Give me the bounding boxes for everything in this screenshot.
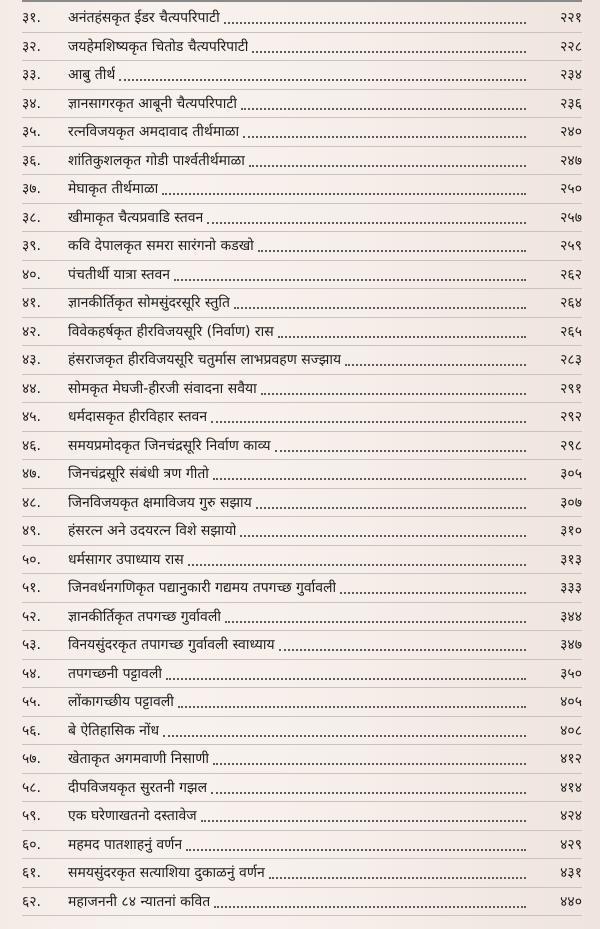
dot-leader (340, 591, 526, 594)
dot-leader (213, 762, 526, 765)
entry-page-number: २५७ (560, 209, 582, 226)
toc-entry (22, 802, 582, 831)
toc-entry (22, 631, 582, 660)
entry-number: ४४. (22, 380, 42, 397)
dot-leader (207, 221, 526, 224)
entry-number: ३२. (22, 38, 42, 55)
toc-entry (22, 489, 582, 518)
entry-title: धर्मसागर उपाध्याय रास (68, 551, 184, 568)
dot-leader (252, 50, 526, 53)
toc-entry (22, 147, 582, 176)
toc-entry (22, 232, 582, 261)
entry-number: ५७. (22, 751, 42, 768)
entry-number: ३७. (22, 181, 42, 198)
toc-entry (22, 346, 582, 375)
entry-page-number: ४१२ (560, 751, 582, 768)
toc-entry (22, 774, 582, 803)
entry-title: लोंकागच्छीय पट्टावली (68, 694, 174, 711)
entry-page-number: ४३१ (560, 865, 582, 882)
entry-title: विनयसुंदरकृत तपागच्छ गुर्वावली स्वाध्याय (68, 637, 275, 654)
entry-title: सोमकृत मेघजी-हीरजी संवादना सवैया (68, 380, 257, 397)
entry-number: ३९. (22, 238, 42, 255)
dot-leader (188, 563, 526, 566)
entry-number: ५२. (22, 608, 42, 625)
dot-leader (278, 335, 526, 338)
entry-title: हंसरत्न अने उदयरत्न विशे सझायो (68, 523, 237, 540)
toc-entry (22, 574, 582, 603)
toc-entry (22, 289, 582, 318)
entry-title: आबु तीर्थ (68, 67, 116, 84)
entry-page-number: २५० (560, 181, 582, 198)
dot-leader (214, 905, 526, 908)
entry-number: ४३. (22, 352, 42, 369)
dot-leader (275, 449, 526, 452)
entry-page-number: ४४० (560, 893, 582, 910)
entry-page-number: २२१ (560, 10, 582, 27)
entry-title: ज्ञानकीर्तिकृत तपगच्छ गुर्वावली (68, 608, 221, 625)
dot-leader (249, 164, 526, 167)
entry-page-number: ३३३ (560, 580, 582, 597)
entry-title: अनंतहंसकृत ईडर चैत्यपरिपाटी (68, 10, 220, 27)
entry-title: महाजननी ८४ न्यातनां कवित (68, 893, 211, 910)
dot-leader (279, 648, 526, 651)
entry-page-number: ३०५ (560, 466, 582, 483)
entry-number: ५३. (22, 637, 42, 654)
entry-title: धर्मदासकृत हीरविहार स्तवन (68, 409, 208, 426)
toc-entry (22, 90, 582, 119)
entry-page-number: ४०५ (560, 694, 582, 711)
entry-title: एक घरेणाखतनो दस्तावेज (68, 808, 197, 825)
entry-number: ५५. (22, 694, 42, 711)
dot-leader (269, 876, 526, 879)
entry-page-number: २९८ (560, 437, 582, 454)
entry-page-number: २९२ (560, 409, 582, 426)
entry-page-number: ३१३ (560, 551, 582, 568)
entry-number: ४१. (22, 295, 42, 312)
toc-entry (22, 717, 582, 746)
entry-title: महमद पातशाहनुं वर्णन (68, 836, 183, 853)
entry-title: तपगच्छनी पट्टावली (68, 665, 162, 682)
entry-number: ३८. (22, 209, 42, 226)
entry-page-number: ३५० (560, 665, 582, 682)
entry-title: रत्नविजयकृत अमदावाद तीर्थमाळा (68, 124, 240, 141)
toc-entry (22, 61, 582, 90)
entry-page-number: ३१० (560, 523, 582, 540)
toc-entry (22, 745, 582, 774)
toc-entry (22, 204, 582, 233)
toc-entry (22, 603, 582, 632)
entry-title: विवेकहर्षकृत हीरविजयसूरि (निर्वाण) रास (68, 323, 274, 340)
entry-number: ३५. (22, 124, 42, 141)
dot-leader (174, 278, 526, 281)
dot-leader (241, 107, 526, 110)
entry-number: ४६. (22, 437, 42, 454)
dot-leader (186, 848, 526, 851)
entry-page-number: ४०८ (560, 722, 582, 739)
dot-leader (162, 192, 526, 195)
dot-leader (119, 78, 526, 81)
toc-entry (22, 660, 582, 689)
entry-title: शांतिकुशलकृत गोडी पार्श्वतीर्थमाळा (68, 152, 245, 169)
entry-number: ६१. (22, 865, 42, 882)
toc-entry (22, 517, 582, 546)
dot-leader (225, 620, 526, 623)
entry-title: कवि देपालकृत समरा सारंगनो कडखो (68, 238, 254, 255)
dot-leader (211, 791, 526, 794)
entry-number: ३१. (22, 10, 42, 27)
entry-title: जिनविजयकृत क्षमाविजय गुरु सझाय (68, 494, 252, 511)
entry-page-number: २४७ (560, 152, 582, 169)
toc-entry (22, 33, 582, 62)
toc-entry (22, 460, 582, 489)
toc-entry (22, 888, 582, 917)
entry-title: बे ऐतिहासिक नोंध (68, 722, 160, 739)
entry-number: ४७. (22, 466, 42, 483)
dot-leader (224, 21, 526, 24)
toc-entry (22, 688, 582, 717)
entry-title: खीमाकृत चैत्यप्रवाडि स्तवन (68, 209, 204, 226)
toc-entry (22, 375, 582, 404)
entry-page-number: २९१ (560, 380, 582, 397)
toc-entry (22, 859, 582, 888)
dot-leader (256, 506, 526, 509)
toc-entry (22, 118, 582, 147)
entry-title: मेघाकृत तीर्थमाळा (68, 181, 159, 198)
toc-entry (22, 432, 582, 461)
dot-leader (166, 677, 526, 680)
entry-page-number: ४२९ (560, 836, 582, 853)
entry-title: दीपविजयकृत सुरतनी गझल (68, 779, 208, 796)
toc-entry (22, 4, 582, 33)
entry-title: खेताकृत अगमवाणी निसाणी (68, 751, 210, 768)
entry-page-number: २८३ (560, 352, 582, 369)
entry-number: ६०. (22, 836, 42, 853)
entry-title: ज्ञानकीर्तिकृत सोमसुंदरसूरि स्तुति (68, 295, 230, 312)
entry-page-number: २६४ (560, 295, 582, 312)
toc-entry (22, 261, 582, 290)
entry-number: ३६. (22, 152, 42, 169)
entry-page-number: २६२ (560, 266, 582, 283)
entry-page-number: ४१४ (560, 779, 582, 796)
dot-leader (211, 420, 526, 423)
entry-number: ५४. (22, 665, 42, 682)
dot-leader (261, 392, 526, 395)
entry-number: ५०. (22, 551, 42, 568)
table-of-contents (22, 4, 582, 916)
entry-page-number: ३०७ (560, 494, 582, 511)
dot-leader (345, 363, 526, 366)
entry-title: हंसराजकृत हीरविजयसूरि चतुर्मास लाभप्रवहण सज्झाय (68, 352, 342, 369)
entry-title: ज्ञानसागरकृत आबूनी चैत्यपरिपाटी (68, 95, 238, 112)
top-rule (22, 0, 582, 2)
toc-entry (22, 403, 582, 432)
entry-number: ५८. (22, 779, 42, 796)
dot-leader (240, 534, 526, 537)
entry-page-number: ३४४ (560, 608, 582, 625)
entry-title: समयसुंदरकृत सत्याशिया दुकाळनुं वर्णन (68, 865, 265, 882)
toc-entry (22, 546, 582, 575)
entry-title: जिनवर्धनगणिकृत पद्यानुकारी गद्यमय तपगच्छ गुर्वावली (68, 580, 337, 597)
dot-leader (178, 705, 526, 708)
toc-entry (22, 175, 582, 204)
entry-title: जयहेमशिष्यकृत चितोड चैत्यपरिपाटी (68, 38, 249, 55)
entry-number: ४०. (22, 266, 42, 283)
entry-page-number: २४० (560, 124, 582, 141)
entry-number: ६२. (22, 893, 42, 910)
entry-number: ५६. (22, 722, 42, 739)
entry-title: पंचतीर्थी यात्रा स्तवन (68, 266, 171, 283)
dot-leader (258, 249, 526, 252)
entry-number: ४८. (22, 494, 42, 511)
toc-entry (22, 318, 582, 347)
entry-page-number: २३४ (560, 67, 582, 84)
dot-leader (213, 477, 526, 480)
entry-number: ४५. (22, 409, 42, 426)
entry-number: ५९. (22, 808, 42, 825)
entry-page-number: २६५ (560, 323, 582, 340)
entry-page-number: २५९ (560, 238, 582, 255)
entry-page-number: ४२४ (560, 808, 582, 825)
entry-number: ४९. (22, 523, 42, 540)
entry-title: समयप्रमोदकृत जिनचंद्रसूरि निर्वाण काव्य (68, 437, 271, 454)
entry-number: ३३. (22, 67, 42, 84)
entry-number: ४२. (22, 323, 42, 340)
dot-leader (234, 306, 526, 309)
dot-leader (163, 734, 526, 737)
toc-entry (22, 831, 582, 860)
entry-page-number: २२८ (560, 38, 582, 55)
dot-leader (243, 135, 526, 138)
entry-number: ३४. (22, 95, 42, 112)
entry-number: ५१. (22, 580, 42, 597)
entry-page-number: २३६ (560, 95, 582, 112)
entry-page-number: ३४७ (560, 637, 582, 654)
dot-leader (201, 819, 526, 822)
entry-title: जिनचंद्रसूरि संबंधी त्रण गीतो (68, 466, 209, 483)
